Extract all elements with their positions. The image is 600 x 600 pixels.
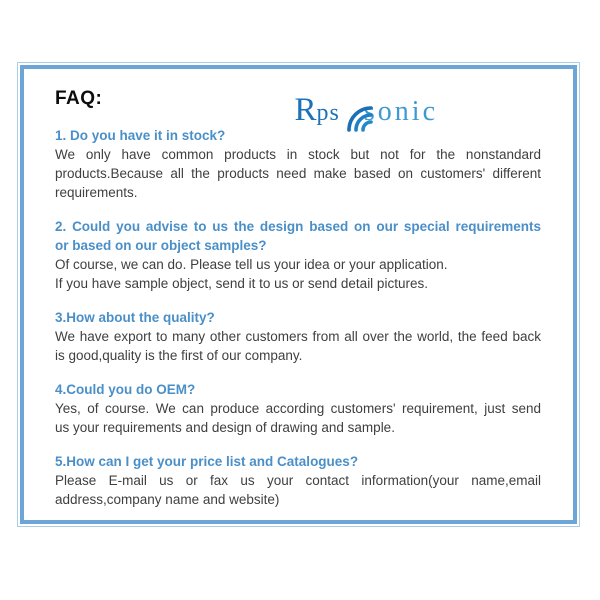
brand-logo xyxy=(294,88,438,128)
page-title: FAQ: xyxy=(55,88,103,109)
faq-answer xyxy=(55,327,541,365)
question-line: or based on our object samples? xyxy=(55,238,267,253)
answer-line: products.Because all the products need make based on customers' different xyxy=(55,166,541,181)
question-line: 2. Could you advise to us the design based on our special requirements xyxy=(55,219,541,234)
faq-item-5 xyxy=(55,452,541,509)
page-content xyxy=(55,88,541,524)
answer-line: Yes, of course. We can produce according customers' requirement, just send xyxy=(55,401,541,416)
faq-answer xyxy=(55,471,541,509)
logo-letter-r: R xyxy=(294,92,317,128)
faq-question xyxy=(55,380,541,399)
faq-item-3 xyxy=(55,308,541,365)
faq-list xyxy=(55,126,541,509)
answer-line: address,company name and website) xyxy=(55,492,280,507)
answer-line: is good,quality is the first of our company. xyxy=(55,348,303,363)
faq-answer xyxy=(55,255,541,293)
question-line: 1. Do you have it in stock? xyxy=(55,128,226,143)
page-header xyxy=(55,88,541,126)
faq-question xyxy=(55,308,541,327)
answer-line: Of course, we can do. Please tell us your idea or your application. xyxy=(55,257,448,272)
logo-sonic-text: sonic xyxy=(363,96,438,127)
answer-line: us your requirements and design of drawing and sample. xyxy=(55,420,395,435)
answer-line: Please E-mail us or fax us your contact information(your name,email xyxy=(55,473,541,488)
logo-rps-text xyxy=(295,93,340,133)
question-line: 5.How can I get your price list and Catalogues? xyxy=(55,454,359,469)
answer-line: We only have common products in stock but not for the nonstandard xyxy=(55,147,541,162)
question-line: 3.How about the quality? xyxy=(55,310,215,325)
faq-answer xyxy=(55,145,541,202)
faq-item-4 xyxy=(55,380,541,437)
faq-answer xyxy=(55,399,541,437)
faq-question xyxy=(55,452,541,471)
answer-line: We have export to many other customers from all over the world, the feed back xyxy=(55,329,541,344)
question-line: 4.Could you do OEM? xyxy=(55,382,196,397)
logo-letters-ps: ps xyxy=(316,100,340,126)
faq-item-1 xyxy=(55,126,541,202)
faq-question xyxy=(55,217,541,255)
answer-line: requirements. xyxy=(55,185,138,200)
sound-wave-icon xyxy=(338,100,378,132)
answer-line: If you have sample object, send it to us or send detail pictures. xyxy=(55,276,428,291)
faq-item-2 xyxy=(55,217,541,293)
